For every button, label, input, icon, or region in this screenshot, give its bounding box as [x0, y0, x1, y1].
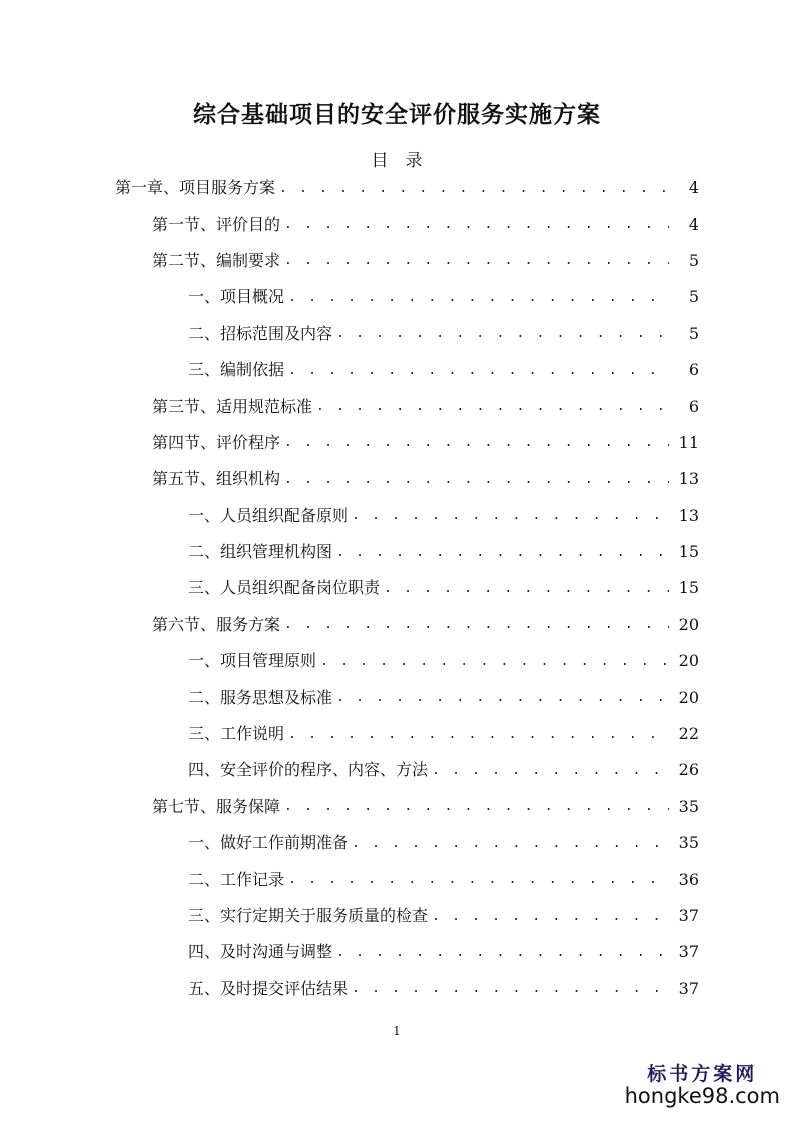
- toc-entry[interactable]: [0, 388, 794, 424]
- toc-dot-leader: [352, 509, 669, 522]
- toc-entry-title: 二、组织管理机构图: [188, 542, 333, 562]
- watermark-site-name: 标书方案网: [647, 1063, 758, 1086]
- toc-entry[interactable]: [0, 243, 794, 279]
- toc-entry-title: 三、人员组织配备岗位职责: [188, 578, 381, 598]
- toc-dot-leader: [352, 982, 669, 995]
- toc-entry-page: 22: [678, 724, 699, 744]
- toc-dot-leader: [284, 473, 669, 486]
- toc-entry[interactable]: [0, 679, 794, 715]
- toc-entry-page: 6: [688, 360, 699, 380]
- toc-entry[interactable]: [0, 898, 794, 934]
- toc-dot-leader: [284, 618, 669, 631]
- toc-entry[interactable]: [0, 607, 794, 643]
- toc-heading: 目 录: [371, 151, 423, 171]
- toc-dot-leader: [288, 364, 669, 377]
- toc-entry-title: 一、做好工作前期准备: [188, 833, 349, 853]
- toc-dot-leader: [320, 655, 669, 668]
- toc-entry-title: 一、项目概况: [188, 287, 285, 307]
- toc-dot-leader: [284, 254, 669, 267]
- toc-entry-title: 一、人员组织配备原则: [188, 505, 349, 525]
- toc-entry[interactable]: [0, 461, 794, 497]
- toc-entry-title: 四、安全评价的程序、内容、方法: [188, 760, 429, 780]
- toc-dot-leader: [316, 400, 669, 413]
- toc-dot-leader: [432, 910, 669, 923]
- watermark-site-url: hongke98.com: [624, 1083, 780, 1108]
- toc-entry-title: 二、招标范围及内容: [188, 323, 333, 343]
- toc-entry[interactable]: [0, 352, 794, 388]
- toc-dot-leader: [384, 582, 669, 595]
- toc-entry[interactable]: [0, 934, 794, 970]
- toc-entry-page: 15: [678, 542, 699, 562]
- toc-entry-page: 20: [678, 651, 699, 671]
- toc-entry-title: 第七节、服务保障: [152, 796, 281, 816]
- toc-entry-title: 二、服务思想及标准: [188, 687, 333, 707]
- toc-entry-title: 第五节、组织机构: [152, 469, 281, 489]
- toc-entry[interactable]: [0, 316, 794, 352]
- toc-dot-leader: [336, 327, 669, 340]
- toc-dot-leader: [284, 436, 669, 449]
- toc-entry-page: 13: [678, 469, 699, 489]
- toc-dot-leader: [288, 291, 669, 304]
- toc-entry-title: 三、工作说明: [188, 724, 285, 744]
- toc-entry-title: 一、项目管理原则: [188, 651, 317, 671]
- toc-dot-leader: [352, 837, 669, 850]
- toc-entry[interactable]: [0, 825, 794, 861]
- toc-entry-page: 36: [678, 869, 699, 889]
- toc-entry[interactable]: [0, 170, 794, 206]
- toc-entry-page: 20: [678, 614, 699, 634]
- toc-entry-page: 37: [678, 906, 699, 925]
- toc-entry-title: 三、编制依据: [188, 360, 285, 380]
- toc-entry[interactable]: [0, 425, 794, 461]
- watermark: [625, 1064, 780, 1108]
- toc-entry[interactable]: [0, 716, 794, 752]
- toc-entry[interactable]: [0, 789, 794, 825]
- page-number: 1: [393, 1024, 401, 1038]
- toc-entry-page: 5: [688, 287, 699, 307]
- toc-entry-title: 第一章、项目服务方案: [115, 178, 276, 198]
- toc-entry-page: 37: [678, 942, 699, 962]
- toc-dot-leader: [279, 182, 669, 195]
- toc-dot-leader: [284, 800, 669, 813]
- toc-dot-leader: [288, 873, 669, 886]
- toc-entry-page: 15: [678, 578, 699, 598]
- toc-entry-page: 5: [688, 250, 699, 270]
- toc-entry-page: 6: [688, 396, 699, 416]
- toc-entry-title: 四、及时沟通与调整: [188, 942, 333, 962]
- toc-entry[interactable]: [0, 498, 794, 534]
- toc-entry-title: 第一节、评价目的: [152, 214, 281, 234]
- toc-entry-title: 第六节、服务方案: [152, 614, 281, 634]
- toc-entry-title: 二、工作记录: [188, 869, 285, 889]
- toc-dot-leader: [336, 946, 669, 959]
- toc-entry[interactable]: [0, 279, 794, 315]
- toc-entry[interactable]: [0, 971, 794, 1007]
- toc-entry-title: 第二节、编制要求: [152, 250, 281, 270]
- toc-entry[interactable]: [0, 534, 794, 570]
- toc-entry-page: 20: [678, 687, 699, 707]
- toc-entry[interactable]: [0, 206, 794, 242]
- toc-entry-page: 4: [688, 214, 699, 234]
- toc-entry[interactable]: [0, 643, 794, 679]
- toc-dot-leader: [336, 546, 669, 559]
- toc-dot-leader: [336, 691, 669, 704]
- toc-entry[interactable]: [0, 570, 794, 606]
- table-of-contents: [0, 170, 794, 1007]
- toc-entry-page: 37: [678, 978, 699, 998]
- toc-dot-leader: [432, 764, 669, 777]
- toc-entry[interactable]: [0, 752, 794, 788]
- toc-entry-page: 4: [688, 178, 699, 198]
- toc-entry-page: 11: [678, 432, 699, 452]
- toc-entry-page: 13: [678, 505, 699, 525]
- toc-entry-page: 26: [678, 760, 699, 780]
- toc-entry-title: 第四节、评价程序: [152, 432, 281, 452]
- toc-dot-leader: [288, 728, 669, 741]
- toc-entry-page: 35: [678, 833, 699, 853]
- toc-entry-page: 5: [688, 323, 699, 343]
- toc-entry-title: 五、及时提交评估结果: [188, 978, 349, 998]
- document-title: 综合基础项目的安全评价服务实施方案: [193, 101, 601, 128]
- toc-entry[interactable]: [0, 861, 794, 897]
- toc-dot-leader: [284, 218, 669, 231]
- toc-entry-page: 35: [678, 796, 699, 816]
- toc-entry-title: 三、实行定期关于服务质量的检查: [188, 906, 429, 925]
- toc-entry-title: 第三节、适用规范标准: [152, 396, 313, 416]
